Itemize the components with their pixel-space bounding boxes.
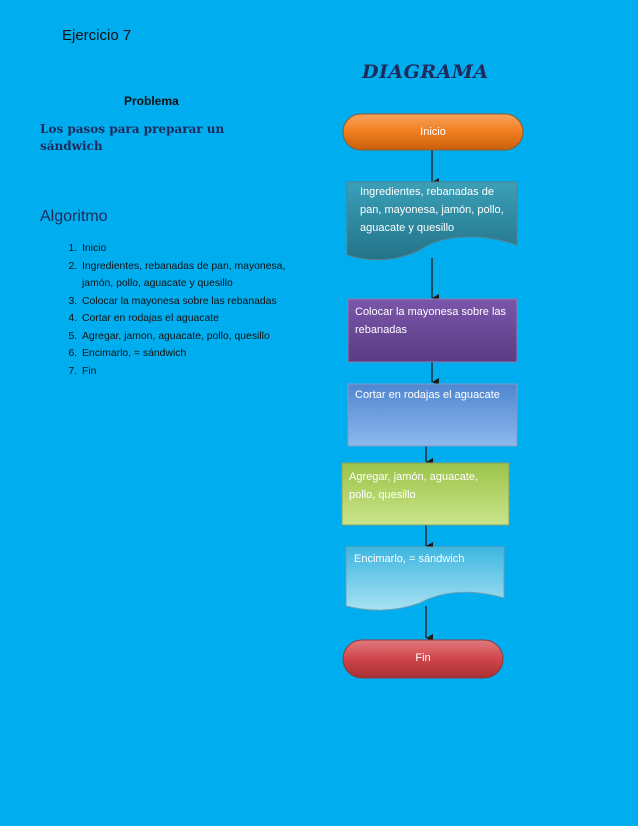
algorithm-step: 5. Agregar, jamon, aguacate, pollo, quesillo: [80, 328, 300, 346]
add-label: Agregar, jamón, aguacate, pollo, quesillo: [349, 471, 479, 501]
problem-text: Los pasos para preparar un sándwich: [40, 122, 225, 153]
algorithm-step: 7. Fin: [80, 363, 300, 381]
stack-label: Encimarlo, = sándwich: [354, 553, 465, 565]
algorithm-step: 6. Encimarlo, = sándwich: [80, 345, 300, 363]
algorithm-heading: Algoritmo: [40, 208, 108, 225]
algorithm-step: 4. Cortar en rodajas el aguacate: [80, 310, 300, 328]
exercise-title: Ejercicio 7: [62, 27, 132, 44]
end-label: Fin: [415, 652, 431, 664]
diagram-title: DIAGRAMA: [362, 61, 489, 83]
mayo-label: Colocar la mayonesa sobre las rebanadas: [355, 306, 507, 336]
cut-label: Cortar en rodajas el aguacate: [355, 389, 500, 401]
problem-heading: Problema: [124, 94, 179, 108]
ingredients-label: Ingredientes, rebanadas de pan, mayonesa, jamón, pollo, aguacate y quesillo: [360, 186, 504, 234]
start-label: Inicio: [420, 126, 446, 138]
algorithm-step: 1. Inicio: [80, 240, 300, 258]
algorithm-step: 3. Colocar la mayonesa sobre las rebanadas: [80, 293, 300, 311]
algorithm-step: 2. Ingredientes, rebanadas de pan, mayonesa, jamón, pollo, aguacate y quesillo: [80, 258, 300, 293]
